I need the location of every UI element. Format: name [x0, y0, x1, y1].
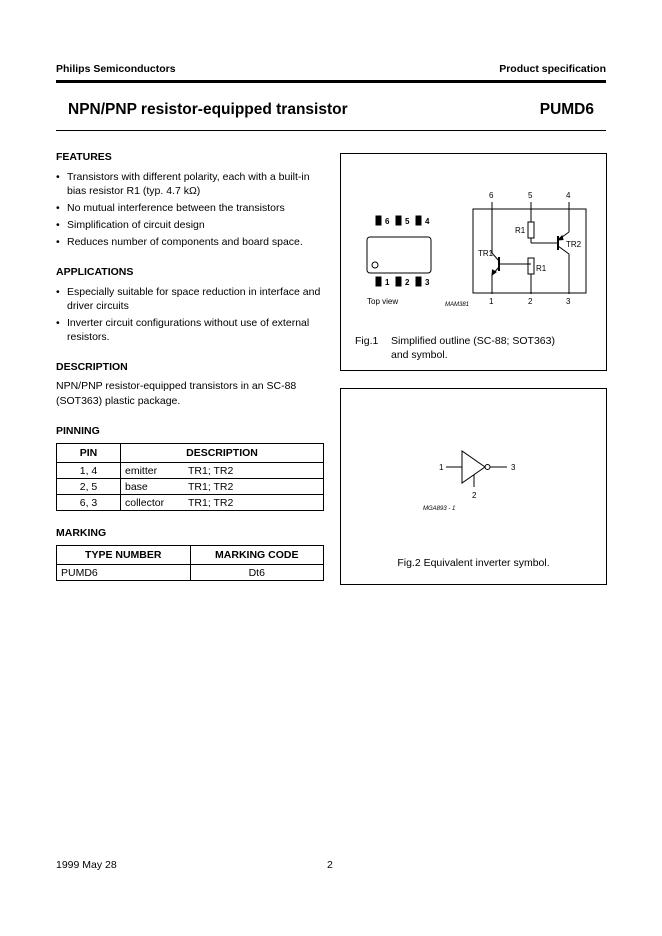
marking-heading: MARKING	[56, 527, 107, 539]
applications-list	[56, 285, 324, 344]
marking-code-cell: Dt6	[190, 565, 324, 581]
pin-cell: 2, 5	[57, 479, 121, 495]
inverter-symbol	[446, 451, 507, 487]
outline-and-symbol-drawing	[341, 154, 606, 324]
page-number: 2	[327, 859, 333, 871]
figure-2-caption: Fig.2 Equivalent inverter symbol.	[397, 557, 550, 569]
transistor-cell: TR1; TR2	[184, 463, 324, 479]
type-number-cell: PUMD6	[57, 565, 191, 581]
table-row	[57, 565, 324, 581]
inverter-input-label: 1	[439, 463, 444, 472]
description-heading: DESCRIPTION	[56, 361, 128, 373]
features-list	[56, 170, 324, 249]
name-cell: collector	[121, 495, 185, 511]
circuit-pin-label: 6	[489, 191, 494, 200]
figure-2-box	[340, 388, 607, 585]
product-code: PUMD6	[539, 101, 594, 118]
inverter-supply-label: 2	[472, 491, 477, 500]
list-item: • Especially suitable for space reduction in interface and driver circuits	[56, 285, 324, 313]
table-row	[57, 495, 324, 511]
tr2-label: TR2	[566, 240, 582, 249]
applications-heading: APPLICATIONS	[56, 266, 134, 278]
figure-1-box	[340, 153, 607, 371]
pin-cell: 1, 4	[57, 463, 121, 479]
figure-1-caption-line-1: Simplified outline (SC-88; SOT363)	[391, 335, 555, 347]
table-row	[57, 463, 324, 479]
transistor-cell: TR1; TR2	[184, 479, 324, 495]
page-title: NPN/PNP resistor-equipped transistor	[68, 101, 348, 118]
package-outline	[367, 216, 431, 286]
package-pin-label: 6	[385, 217, 390, 226]
company-name: Philips Semiconductors	[56, 63, 176, 75]
top-view-label: Top view	[367, 297, 399, 306]
list-item: • No mutual interference between the transistors	[56, 201, 324, 215]
list-item: • Reduces number of components and board space.	[56, 235, 324, 249]
left-column	[56, 151, 324, 581]
description-column-header: DESCRIPTION	[121, 444, 324, 463]
tr1-label: TR1	[478, 249, 494, 258]
pinning-table	[56, 443, 324, 511]
type-number-header: TYPE NUMBER	[57, 546, 191, 565]
package-pin-label: 4	[425, 217, 430, 226]
package-pin-label: 2	[405, 278, 410, 287]
inverter-output-label: 3	[511, 463, 516, 472]
circuit-pin-label: 3	[566, 297, 571, 306]
figure-1-caption-line-2: and symbol.	[391, 349, 448, 361]
title-rule	[56, 130, 606, 131]
description-text: NPN/PNP resistor-equipped transistors in an SC-88 (SOT363) plastic package.	[56, 380, 297, 407]
figure-1-number: Fig.1	[355, 335, 379, 347]
list-item: • Simplification of circuit design	[56, 218, 324, 232]
circuit-pin-label: 4	[566, 191, 571, 200]
marking-table	[56, 545, 324, 581]
document-type: Product specification	[499, 63, 606, 75]
circuit-pin-label: 2	[528, 297, 533, 306]
r1-label: R1	[536, 264, 547, 273]
marking-code-header: MARKING CODE	[190, 546, 324, 565]
package-pin-label: 3	[425, 278, 430, 287]
header-rule	[56, 80, 606, 83]
figure-code: MAM381	[445, 302, 470, 308]
circuit-pin-label: 5	[528, 191, 533, 200]
package-pin-label: 5	[405, 217, 410, 226]
footer-date: 1999 May 28	[56, 859, 117, 871]
package-pin-label: 1	[385, 278, 390, 287]
list-item: • Transistors with different polarity, each with a built-in bias resistor R1 (typ. 4.7 kΩ)	[56, 170, 324, 198]
transistor-cell: TR1; TR2	[184, 495, 324, 511]
pinning-heading: PINNING	[56, 425, 100, 437]
features-heading: FEATURES	[56, 151, 112, 163]
circuit-pin-label: 1	[489, 297, 494, 306]
name-cell: emitter	[121, 463, 185, 479]
pin-column-header: PIN	[57, 444, 121, 463]
name-cell: base	[121, 479, 185, 495]
table-row	[57, 479, 324, 495]
list-item: • Inverter circuit configurations without use of external resistors.	[56, 316, 324, 344]
figure-code: MGA893 - 1	[423, 506, 456, 512]
inverter-symbol-drawing	[341, 389, 606, 539]
r1-label: R1	[515, 226, 526, 235]
pin-cell: 6, 3	[57, 495, 121, 511]
